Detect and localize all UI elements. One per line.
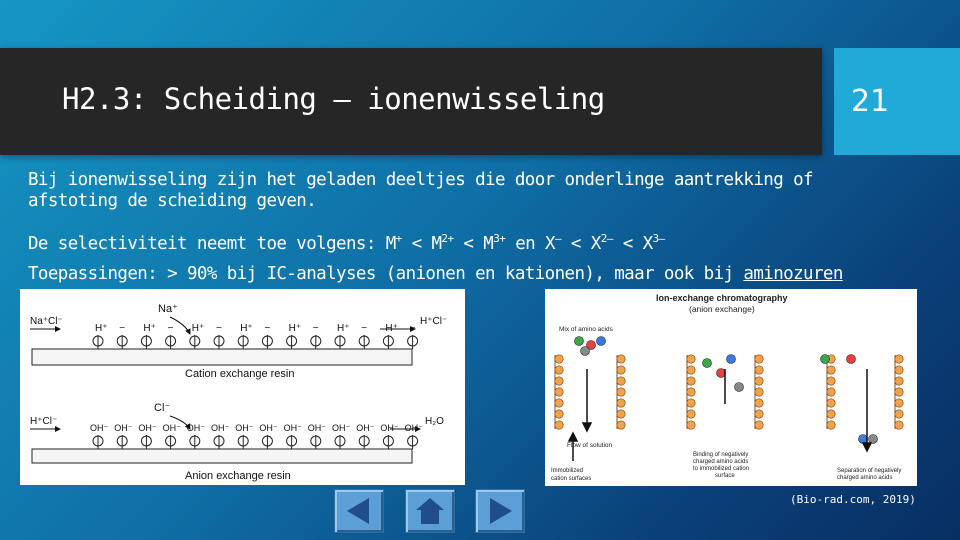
charge-mark: −: [312, 323, 319, 334]
charge-mark: OH⁻: [235, 423, 254, 433]
charge-mark: H⁺: [240, 323, 253, 334]
plus-bead: [555, 377, 563, 385]
ion-exchange-resin-figure: [20, 289, 465, 485]
plus-bead: [827, 421, 835, 429]
charge-mark: OH⁻: [211, 423, 230, 433]
charge-mark: OH⁻: [114, 423, 133, 433]
anion-caption: Anion exchange resin: [185, 470, 291, 482]
charge-mark: H⁺: [385, 323, 398, 334]
chromatography-subtitle: (anion exchange): [689, 304, 755, 314]
plus-bead: [895, 388, 903, 396]
charge-mark: OH⁻: [138, 423, 157, 433]
charge-mark: −: [409, 323, 416, 334]
plus-bead: [687, 355, 695, 363]
plus-bead: [617, 355, 625, 363]
plus-bead: [827, 399, 835, 407]
charge-mark: OH⁻: [307, 423, 327, 433]
plus-bead: [827, 366, 835, 374]
charge-mark: −: [167, 323, 174, 334]
immob-label-2: cation surfaces: [551, 476, 592, 482]
binding-label-2: charged amino acids: [693, 459, 749, 465]
plus-bead: [895, 399, 903, 407]
plus-bead: [555, 355, 563, 363]
charge-mark: −: [119, 323, 126, 334]
amino-acid-bead: [821, 355, 830, 364]
charge-mark: −: [216, 323, 222, 334]
plus-bead: [555, 388, 563, 396]
plus-bead: [617, 377, 625, 385]
amino-acid-bead: [847, 355, 856, 364]
plus-bead: [755, 421, 763, 429]
slide-number: 21: [851, 84, 890, 119]
charge-mark: H⁺: [288, 323, 302, 334]
amino-acid-bead: [717, 369, 726, 378]
plus-bead: [687, 377, 695, 385]
charge-mark: H⁺: [191, 323, 205, 334]
charge-mark: H⁺: [95, 323, 108, 334]
amino-acid-bead: [575, 337, 584, 346]
slide-title: H2.3: Scheiding – ionenwisseling: [62, 82, 605, 116]
home-button[interactable]: [405, 489, 455, 533]
binding-label-1: Binding of negatively: [693, 452, 749, 458]
charge-mark: OH⁻: [162, 423, 181, 433]
plus-bead: [617, 421, 625, 429]
plus-bead: [687, 388, 695, 396]
plus-bead: [755, 377, 763, 385]
sep-label-1: Separation of negatively: [837, 468, 902, 474]
plus-bead: [617, 388, 625, 396]
plus-bead: [827, 410, 835, 418]
plus-bead: [827, 388, 835, 396]
plus-bead: [555, 399, 563, 407]
charge-mark: H⁺: [143, 323, 156, 334]
plus-bead: [895, 366, 903, 374]
plus-bead: [687, 399, 695, 407]
plus-bead: [755, 388, 763, 396]
cl-label: Cl⁻: [154, 402, 171, 414]
binding-label-3: to immobilized cation: [693, 466, 750, 472]
charge-mark: OH⁻: [259, 423, 278, 433]
plus-bead: [687, 410, 695, 418]
triangle-left-icon: [335, 490, 383, 532]
hcl-label: H⁺Cl⁻: [420, 316, 448, 327]
plus-bead: [755, 355, 763, 363]
charge-mark: −: [361, 323, 368, 334]
plus-bead: [617, 366, 625, 374]
immob-label-1: Immobilized: [551, 468, 584, 474]
image-credit: (Bio-rad.com, 2019): [790, 493, 916, 506]
plus-bead: [755, 410, 763, 418]
amino-acid-bead: [727, 355, 736, 364]
home-icon: [406, 490, 454, 532]
back-button[interactable]: [334, 489, 384, 533]
plus-bead: [895, 421, 903, 429]
plus-bead: [895, 377, 903, 385]
forward-button[interactable]: [475, 489, 525, 533]
charge-mark: OH⁻: [404, 423, 423, 433]
body-line-3: Toepassingen: > 90% bij IC-analyses (anionen en kationen), maar ook bij aminozuren: [28, 264, 843, 284]
amino-acid-bead: [703, 359, 712, 368]
plus-bead: [895, 410, 903, 418]
binding-label-4: surface: [715, 473, 735, 479]
chromatography-figure: [545, 289, 917, 486]
charge-mark: OH⁻: [283, 423, 302, 433]
nacl-label: Na⁺Cl⁻: [30, 316, 63, 327]
plus-bead: [555, 366, 563, 374]
charge-mark: −: [264, 323, 271, 334]
charge-mark: OH⁻: [332, 423, 351, 433]
sep-label-2: charged amino acids: [837, 475, 893, 481]
body-line-1: Bij ionenwisseling zijn het geladen deeltjes die door onderlinge aantrekking of afstoting de scheiding geven.: [28, 170, 813, 211]
plus-bead: [617, 410, 625, 418]
h2o-label: H₂O: [425, 416, 444, 427]
plus-bead: [687, 366, 695, 374]
flow-label: Flow of solution: [567, 442, 613, 449]
chromatography-title: Ion-exchange chromatography: [656, 293, 788, 303]
body-line-2: De selectiviteit neemt toe volgens: $M^+ < M^{2+} < M^{3+}$ en $X^- < X^{2-} < X^{3-}$: [28, 232, 665, 254]
charge-mark: OH⁻: [90, 423, 109, 433]
na-label: Na⁺: [158, 303, 178, 315]
plus-bead: [617, 399, 625, 407]
amino-acid-bead: [581, 347, 590, 356]
charge-mark: OH⁻: [380, 423, 399, 433]
plus-bead: [895, 355, 903, 363]
triangle-right-icon: [476, 490, 524, 532]
cation-caption: Cation exchange resin: [185, 368, 295, 380]
hcl2-label: H⁺Cl⁻: [30, 416, 58, 427]
amino-acid-bead: [869, 435, 878, 444]
charge-mark: H⁺: [337, 323, 350, 334]
amino-acid-bead: [597, 337, 606, 346]
plus-bead: [687, 421, 695, 429]
amino-acid-bead: [735, 383, 744, 392]
plus-bead: [755, 366, 763, 374]
mix-label: Mix of amino acids: [559, 326, 613, 333]
plus-bead: [555, 410, 563, 418]
aminozuren-link[interactable]: aminozuren: [743, 264, 843, 284]
plus-bead: [555, 421, 563, 429]
amino-acid-bead: [859, 435, 868, 444]
charge-mark: OH⁻: [186, 423, 206, 433]
plus-bead: [755, 399, 763, 407]
plus-bead: [827, 377, 835, 385]
charge-mark: OH⁻: [356, 423, 375, 433]
